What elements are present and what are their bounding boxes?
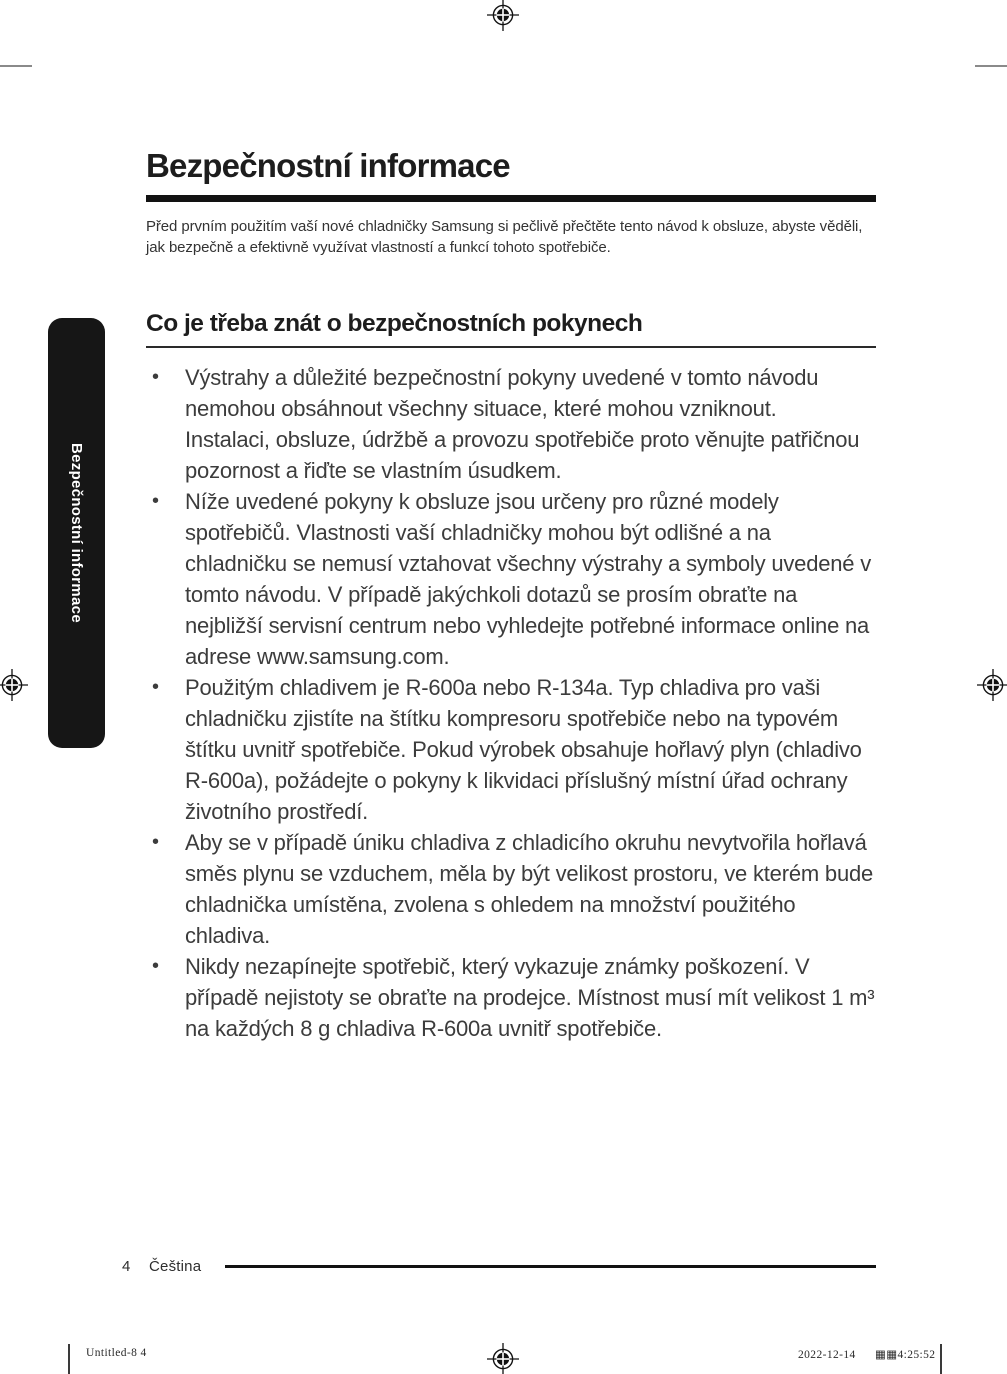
title-rule [146,195,876,202]
section-heading-rule [146,346,876,348]
bullet-paragraph: Instalaci, obsluze, údržbě a provozu spotřebiče proto věnujte patřičnou pozornost a řiďte se vlastním úsudkem. [185,427,860,484]
registration-mark-icon [976,668,1007,702]
safety-bullet-item [146,486,876,672]
prepress-timestamp [798,1347,935,1361]
prepress-info-row [0,1345,1007,1365]
bullet-paragraph: Použitým chladivem je R-600a nebo R-134a. Typ chladiva pro vaši chladničku zjistíte na štítku kompresoru spotřebiče nebo na typovém štítku uvnitř spotřebiče. Pokud výrobek obsahuje hořlavý plyn (chladivo R-600a), požádejte o pokyny k likvidaci příslušný místní úřad ochrany životního prostředí. [185,675,862,825]
bullet-dot: • [152,676,159,699]
footer-rule [225,1265,876,1268]
crop-mark-line [0,65,32,67]
crop-mark-line [975,65,1007,67]
registration-mark-icon [0,668,29,702]
prepress-file-label: Untitled-8 4 [86,1347,147,1359]
prepress-time: ▦▦4:25:52 [874,1349,936,1361]
bullet-dot: • [152,490,159,513]
bullet-paragraph: Aby se v případě úniku chladiva z chladicího okruhu nevytvořila hořlavá směs plynu se vzduchem, měla by být velikost prostoru, ve kterém bude chladnička umístěna, zvolena s ohledem na množství použitého chladiva. [185,830,874,949]
bullet-dot: • [152,955,159,978]
safety-bullet-item [146,827,876,951]
registration-mark-icon [486,0,520,32]
bullet-paragraph: Níže uvedené pokyny k obsluze jsou určeny pro různé modely spotřebičů. Vlastnosti vaší chladničky mohou být odlišné a na chladničku se nemusí vztahovat všechny výstrahy a symboly uvedené v tomto návodu. V případě jakýchkoli dotazů se prosím obraťte na nejbližší servisní centrum nebo vyhledejte potřebné informace online na adrese www.samsung.com. [185,489,872,670]
chapter-tab [48,318,105,748]
intro-paragraph: Před prvním použitím vaší nové chladničky Samsung si pečlivě přečtěte tento návod k obsluze, abyste věděli, jak bezpečně a efektivně využívat vlastností a funkcí tohoto spotřebiče. [146,217,863,256]
bullet-paragraph: Výstrahy a důležité bezpečnostní pokyny uvedené v tomto návodu nemohou obsáhnout všechny situace, které mohou vzniknout. [185,365,819,422]
section-heading: Co je třeba znát o bezpečnostních pokynech [146,309,643,337]
chapter-tab-label: Bezpečnostní informace [68,443,85,623]
footer-page-number: 4 [122,1258,131,1275]
content-column [146,148,876,1044]
bullet-dot: • [152,831,159,854]
safety-bullet-item [146,362,876,486]
safety-bullet-list [146,362,876,1044]
safety-bullet-item [146,951,876,1044]
safety-bullet-item [146,672,876,827]
prepress-date: 2022-12-14 [798,1349,856,1361]
page-title: Bezpečnostní informace [146,147,510,184]
bullet-paragraph: Nikdy nezapínejte spotřebič, který vykazuje známky poškození. V případě nejistoty se obraťte na prodejce. Místnost musí mít velikost 1 m³ na každých 8 g chladiva R-600a uvnitř spotřebiče. [185,954,875,1042]
bullet-dot: • [152,366,159,389]
footer-language: Čeština [149,1258,202,1275]
